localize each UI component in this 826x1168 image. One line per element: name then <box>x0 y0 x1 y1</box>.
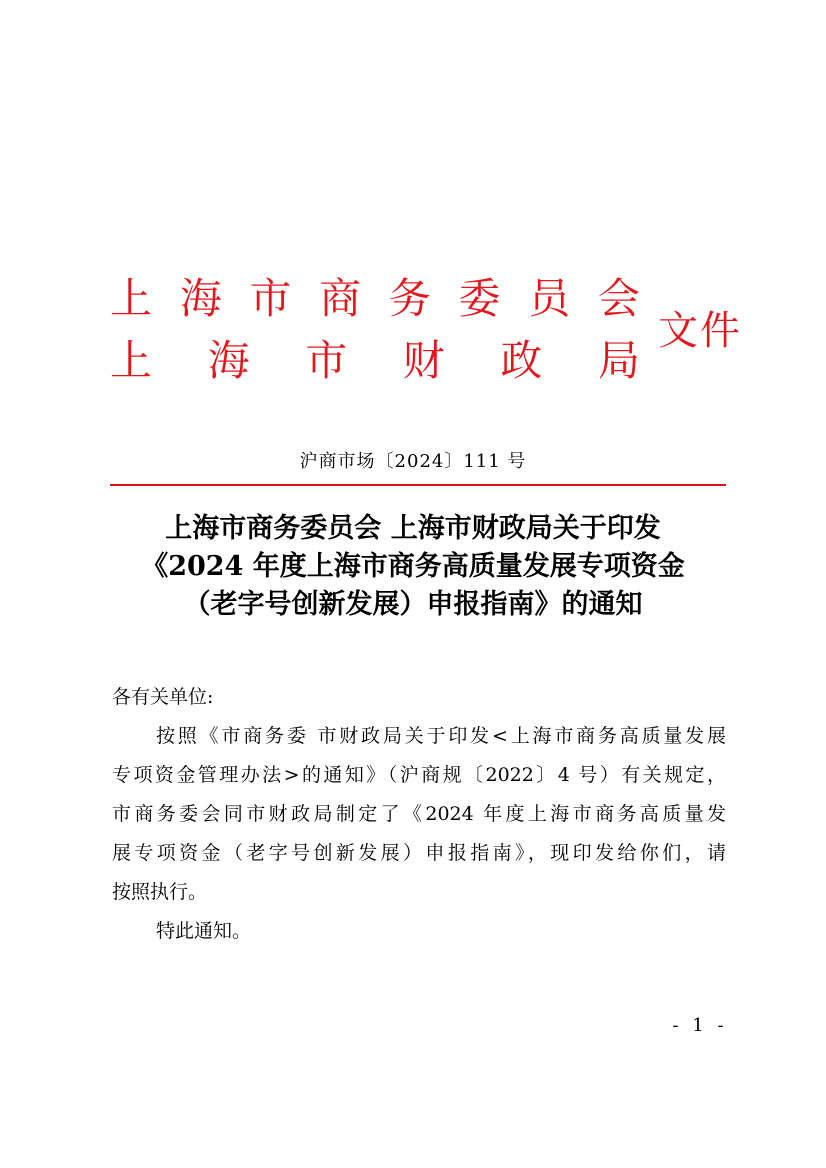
header-char: 局 <box>597 336 640 385</box>
red-header <box>110 268 750 398</box>
header-char: 会 <box>597 274 640 323</box>
header-char: 海 <box>179 274 222 323</box>
paragraph-line: 展专项资金（老字号创新发展）申报指南》，现印发给你们，请 <box>112 842 726 864</box>
header-char: 市 <box>249 274 292 323</box>
salutation: 各有关单位: <box>112 686 214 708</box>
title-line: 《2024 年度上海市商务高质量发展专项资金 <box>141 551 685 582</box>
title-line: （老字号创新发展）申报指南》的通知 <box>183 589 643 620</box>
document-number: 沪商市场〔2024〕111 号 <box>299 451 527 472</box>
header-char: 政 <box>500 336 543 385</box>
paragraph-line: 按照《市商务委 市财政局关于印发<上海市商务高质量发展 <box>156 725 726 747</box>
header-char: 市 <box>305 336 348 385</box>
header-char: 上 <box>110 336 153 385</box>
header-char: 委 <box>458 274 501 323</box>
header-issuer-commerce <box>110 274 640 324</box>
header-suffix: 文件 <box>658 308 742 354</box>
page-number: - 1 - <box>672 1015 728 1036</box>
paragraph-line: 专项资金管理办法>的通知》（沪商规〔2022〕4 号）有关规定， <box>112 764 726 786</box>
document-body <box>112 678 726 951</box>
header-char: 海 <box>207 336 250 385</box>
closing-remark: 特此通知。 <box>156 920 252 942</box>
header-char: 务 <box>388 274 431 323</box>
paragraph-line: 按照执行。 <box>112 881 208 903</box>
header-char: 财 <box>402 336 445 385</box>
header-issuer-finance <box>110 336 640 386</box>
header-char: 商 <box>319 274 362 323</box>
red-divider <box>110 484 726 486</box>
header-char: 员 <box>528 274 571 323</box>
document-title <box>90 510 736 624</box>
main-paragraph <box>112 717 726 912</box>
paragraph-line: 市商务委会同市财政局制定了《2024 年度上海市商务高质量发 <box>112 803 726 825</box>
header-char: 上 <box>110 274 153 323</box>
title-line: 上海市商务委员会 上海市财政局关于印发 <box>165 513 661 544</box>
